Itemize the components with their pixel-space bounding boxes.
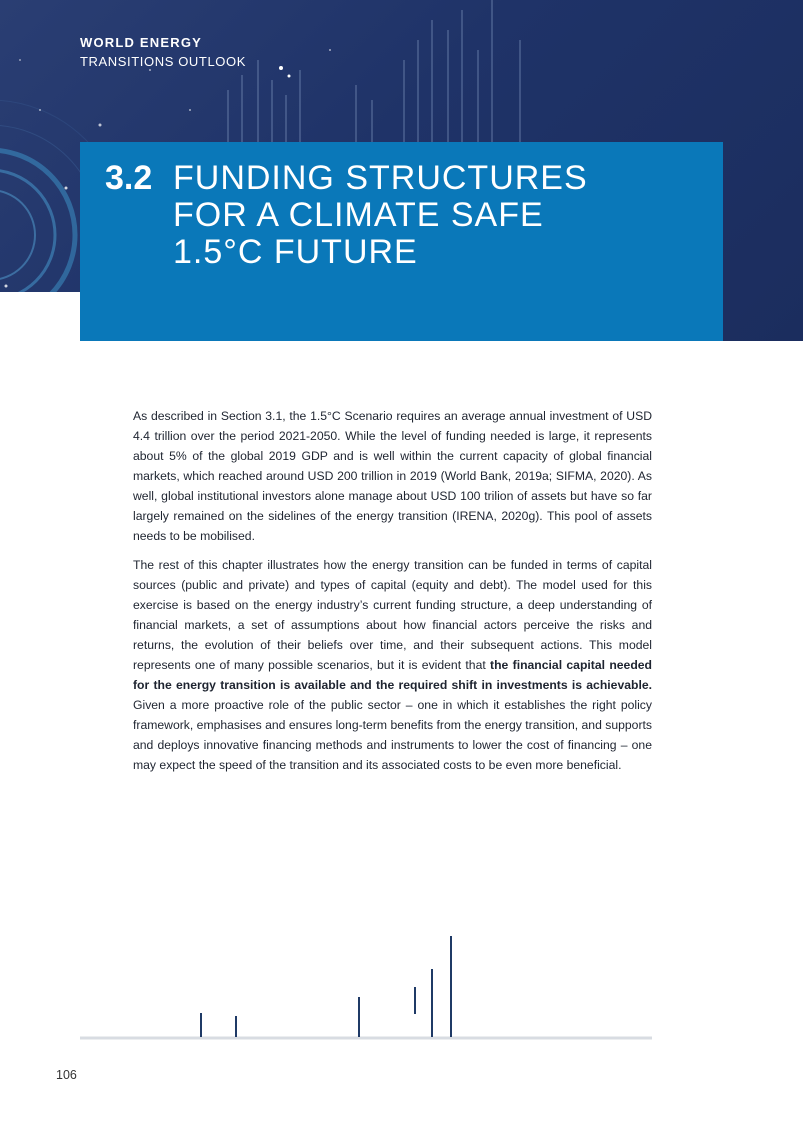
section-title-box bbox=[80, 142, 723, 341]
section-title-line: FOR A CLIMATE SAFE bbox=[173, 196, 544, 234]
paragraph-2 bbox=[133, 555, 652, 775]
section-number: 3.2 bbox=[105, 159, 153, 197]
section-title bbox=[173, 160, 588, 271]
footer-decoration bbox=[0, 920, 803, 1050]
paragraph-2-emphasis: the financial capital needed for the energy transition is available and the required shift in investments is achievable. bbox=[133, 658, 652, 692]
brand-subtitle: TRANSITIONS OUTLOOK bbox=[80, 54, 246, 69]
section-title-line: 1.5°C FUTURE bbox=[173, 233, 418, 271]
report-brand bbox=[80, 35, 246, 70]
page-number: 106 bbox=[56, 1068, 77, 1082]
paragraph-2-end: Given a more proactive role of the public sector – one in which it establishes the right policy framework, emphasises and ensures long-term benefits from the energy transition, and supports and deploys innovative financing methods and instruments to lower the cost of financing – one may expect the speed of the transition and its associated costs to be even more beneficial. bbox=[133, 698, 652, 772]
brand-title: WORLD ENERGY bbox=[80, 35, 203, 50]
paragraph-1: As described in Section 3.1, the 1.5°C Scenario requires an average annual investment of USD 4.4 trillion over the period 2021-2050. While the level of funding needed is large, it represents about 5% of the global 2019 GDP and is well within the current capacity of global financial markets, which reached around USD 200 trillion in 2019 (World Bank, 2019a; SIFMA, 2020). As well, global institutional investors alone manage about USD 100 trilion of assets but have so far largely remained on the sidelines of the energy transition (IRENA, 2020g). This pool of assets needs to be mobilised. bbox=[133, 409, 652, 543]
paragraph-2-start: The rest of this chapter illustrates how the energy transition can be funded in terms of capital sources (public and private) and types of capital (equity and debt). The model used for this exercise is based on the energy industry’s current funding structure, a deep understanding of financial markets, a set of assumptions about how financial actors perceive the risks and returns, the evolution of their beliefs over time, and their subsequent actions. This model represents one of many possible scenarios, but it is evident that bbox=[133, 558, 652, 672]
body-text bbox=[133, 406, 652, 784]
section-title-line: FUNDING STRUCTURES bbox=[173, 159, 588, 197]
